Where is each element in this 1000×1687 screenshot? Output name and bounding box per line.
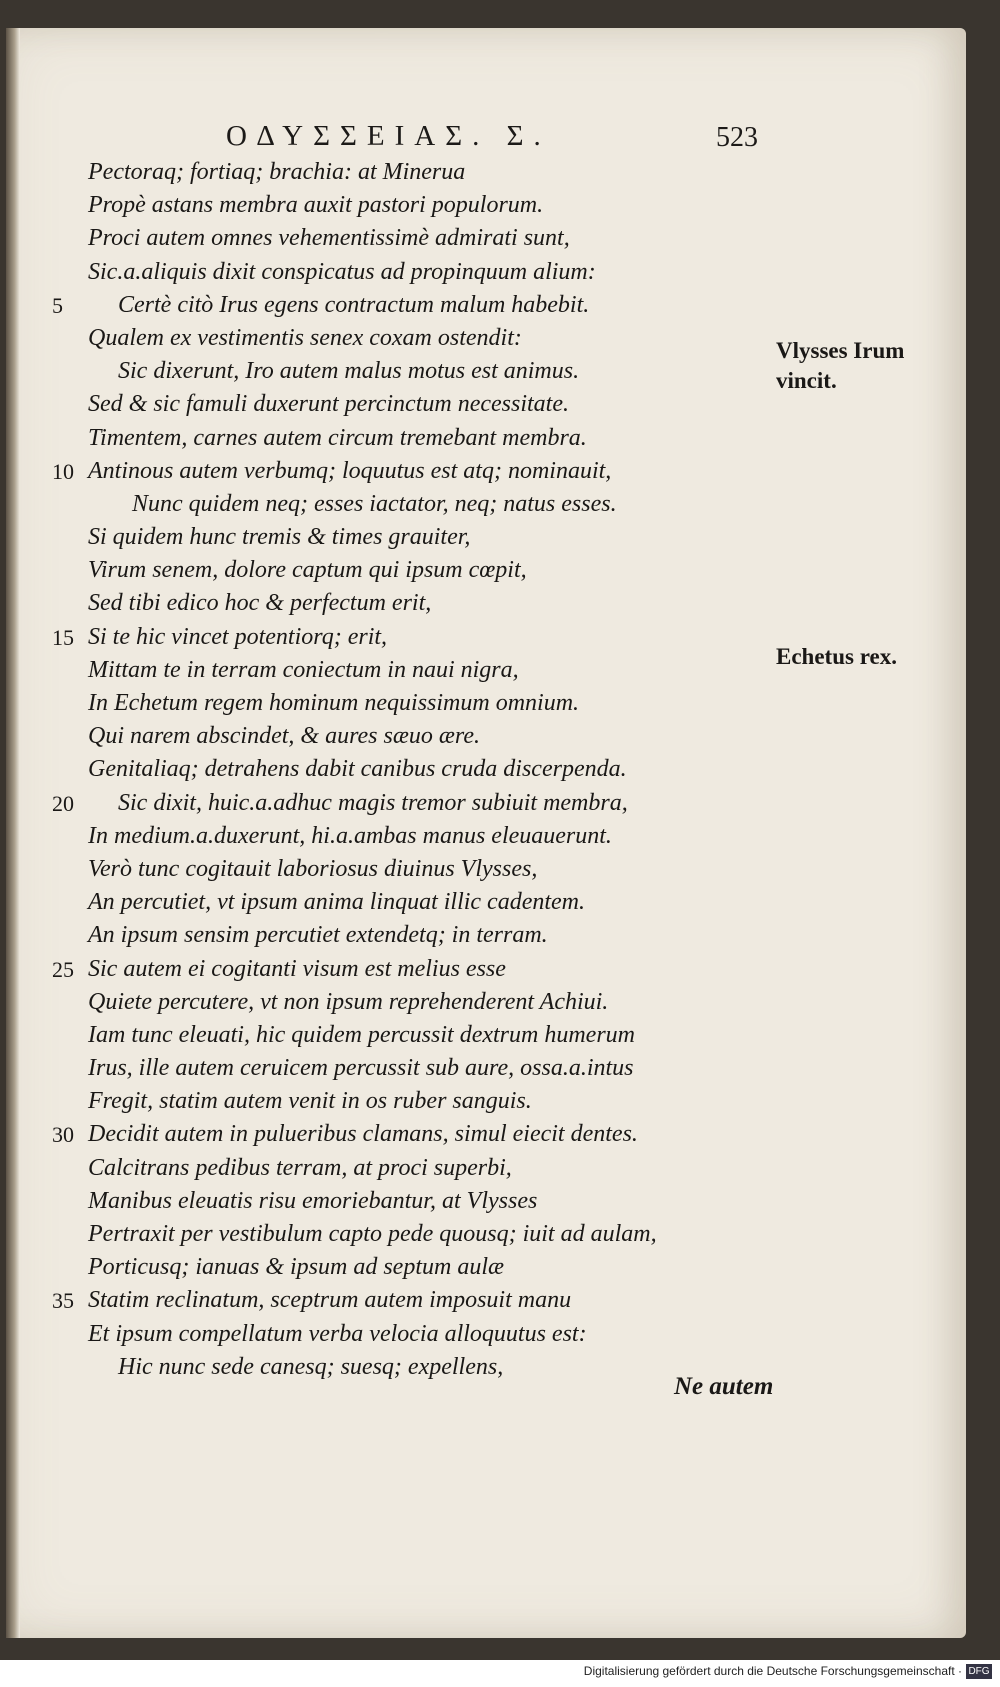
verse-line-text: Antinous autem verbumq; loquutus est atq; nominauit, — [88, 457, 612, 484]
line-number: 30 — [52, 1122, 74, 1148]
margin-note-echetus: Echetus rex. — [776, 644, 897, 669]
verse-line — [6, 687, 966, 720]
verse-line — [6, 1052, 966, 1085]
verse-line-text: Certè citò Irus egens contractum malum habebit. — [118, 291, 590, 318]
line-number: 35 — [52, 1288, 74, 1314]
verse-line-text: Sed tibi edico hoc & perfectum erit, — [88, 590, 432, 617]
page-number: 523 — [716, 122, 758, 153]
verse-line-text: Timentem, carnes autem circum tremebant membra. — [88, 424, 587, 451]
book-page — [6, 28, 966, 1638]
verse-line-text: Statim reclinatum, sceptrum autem imposuit manu — [88, 1287, 572, 1314]
verse-line-text: In Echetum regem hominum nequissimum omnium. — [88, 690, 580, 716]
verse-line-text: An ipsum sensim percutiet extendetq; in terram. — [88, 922, 548, 949]
verse-line-text: Propè astans membra auxit pastori populorum. — [88, 192, 544, 219]
verse-line-text: Si quidem hunc tremis & times grauiter, — [88, 524, 471, 551]
verse-line — [6, 1085, 966, 1118]
verse-line-text: Sic.a.aliquis dixit conspicatus ad propinquum alium: — [88, 258, 596, 285]
verse-line — [6, 189, 966, 222]
verse-line — [6, 455, 966, 488]
verse-line-text: Qui narem abscindet, & aures sæuo ære. — [88, 723, 480, 750]
verse-line — [6, 488, 966, 521]
verse-line-text: Mittam te in terram coniectum in naui nigra, — [88, 656, 519, 683]
margin-note-line: Vlysses Irum — [776, 338, 905, 363]
line-number: 20 — [52, 790, 74, 816]
verse-line-text: Porticusq; ianuas & ipsum ad septum aulæ — [88, 1254, 505, 1281]
verse-line — [6, 820, 966, 853]
verse-line-text: Pectoraq; fortiaq; brachia: at Minerua — [88, 159, 466, 185]
verse-line — [6, 1218, 966, 1251]
running-head: ΟΔΥΣΣΕΙΑΣ. Σ. — [226, 120, 551, 152]
verse-line-text: Decidit autem in pulueribus clamans, simul eiecit dentes. — [88, 1121, 638, 1148]
verse-line-text: Sed & sic famuli duxerunt percinctum necessitate. — [88, 391, 569, 418]
verse-line-text: Irus, ille autem ceruicem percussit sub aure, ossa.a.intus — [88, 1055, 634, 1082]
verse-line — [6, 986, 966, 1019]
catchword: Ne autem — [674, 1373, 774, 1400]
verse-line — [6, 554, 966, 587]
verse-line-text: Iam tunc eleuati, hic quidem percussit dextrum humerum — [88, 1021, 635, 1048]
verse-line-text: In medium.a.duxerunt, hi.a.ambas manus eleuauerunt. — [88, 822, 612, 849]
verse-line-text: Et ipsum compellatum verba velocia alloquutus est: — [88, 1320, 587, 1347]
verse-line-text: Calcitrans pedibus terram, at proci superbi, — [88, 1154, 512, 1181]
verse-line — [6, 953, 966, 986]
verse-line-text: Proci autem omnes vehementissimè admirati sunt, — [88, 225, 570, 252]
verse-line-text: Qualem ex vestimentis senex coxam ostendit: — [88, 324, 522, 351]
verse-line — [6, 1185, 966, 1218]
verse-line — [6, 753, 966, 786]
line-number: 15 — [52, 624, 74, 650]
verse-line — [6, 1251, 966, 1284]
verse-line — [6, 1351, 966, 1384]
line-number: 25 — [52, 956, 74, 982]
verse-line — [6, 1318, 966, 1351]
verse-line-text: Quiete percutere, vt non ipsum reprehenderent Achiui. — [88, 988, 609, 1015]
verse-line-text: Nunc quidem neq; esses iactator, neq; natus esses. — [132, 490, 617, 517]
verse-line — [6, 1284, 966, 1317]
verse-line — [6, 720, 966, 753]
verse-line-text: Verò tunc cogitauit laboriosus diuinus Vlysses, — [88, 855, 538, 882]
line-number: 5 — [52, 292, 63, 318]
footer-credit: Digitalisierung gefördert durch die Deutsche Forschungsgemeinschaft · — [583, 1664, 962, 1678]
verse-line — [6, 886, 966, 919]
verse-line-text: Si te hic vincet potentiorq; erit, — [88, 623, 388, 650]
verse-line-text: Hic nunc sede canesq; suesq; expellens, — [118, 1353, 504, 1380]
verse-line — [6, 1118, 966, 1151]
margin-note-vlysses — [776, 336, 904, 396]
verse-line-text: An percutiet, vt ipsum anima linquat illic cadentem. — [88, 889, 586, 916]
verse-line — [6, 1152, 966, 1185]
verse-line — [6, 587, 966, 620]
verse-line — [6, 521, 966, 554]
verse-line-text: Sic dixerunt, Iro autem malus motus est animus. — [118, 358, 580, 385]
verse-line — [6, 787, 966, 820]
verse-line — [6, 222, 966, 255]
line-number: 10 — [52, 458, 74, 484]
margin-note-line: vincit. — [776, 368, 837, 393]
footer-bar — [0, 1660, 1000, 1687]
verse-line — [6, 1019, 966, 1052]
verse-line — [6, 919, 966, 952]
dfg-logo-icon: DFG — [966, 1664, 992, 1679]
verse-line-text: Sic autem ei cogitanti visum est melius esse — [88, 955, 506, 982]
verse-line-text: Genitaliaq; detrahens dabit canibus cruda discerpenda. — [88, 756, 627, 783]
verse-line — [6, 156, 966, 189]
verse-line — [6, 289, 966, 322]
verse-line-text: Fregit, statim autem venit in os ruber sanguis. — [88, 1088, 532, 1115]
verse-line-text: Pertraxit per vestibulum capto pede quousq; iuit ad aulam, — [88, 1221, 657, 1247]
verse-line — [6, 422, 966, 455]
verse-line-text: Sic dixit, huic.a.adhuc magis tremor subiuit membra, — [118, 789, 628, 816]
verse-line — [6, 853, 966, 886]
verse-line-text: Manibus eleuatis risu emoriebantur, at Vlysses — [88, 1187, 538, 1214]
verse-line — [6, 256, 966, 289]
verse-line-text: Virum senem, dolore captum qui ipsum cœpit, — [88, 557, 527, 584]
